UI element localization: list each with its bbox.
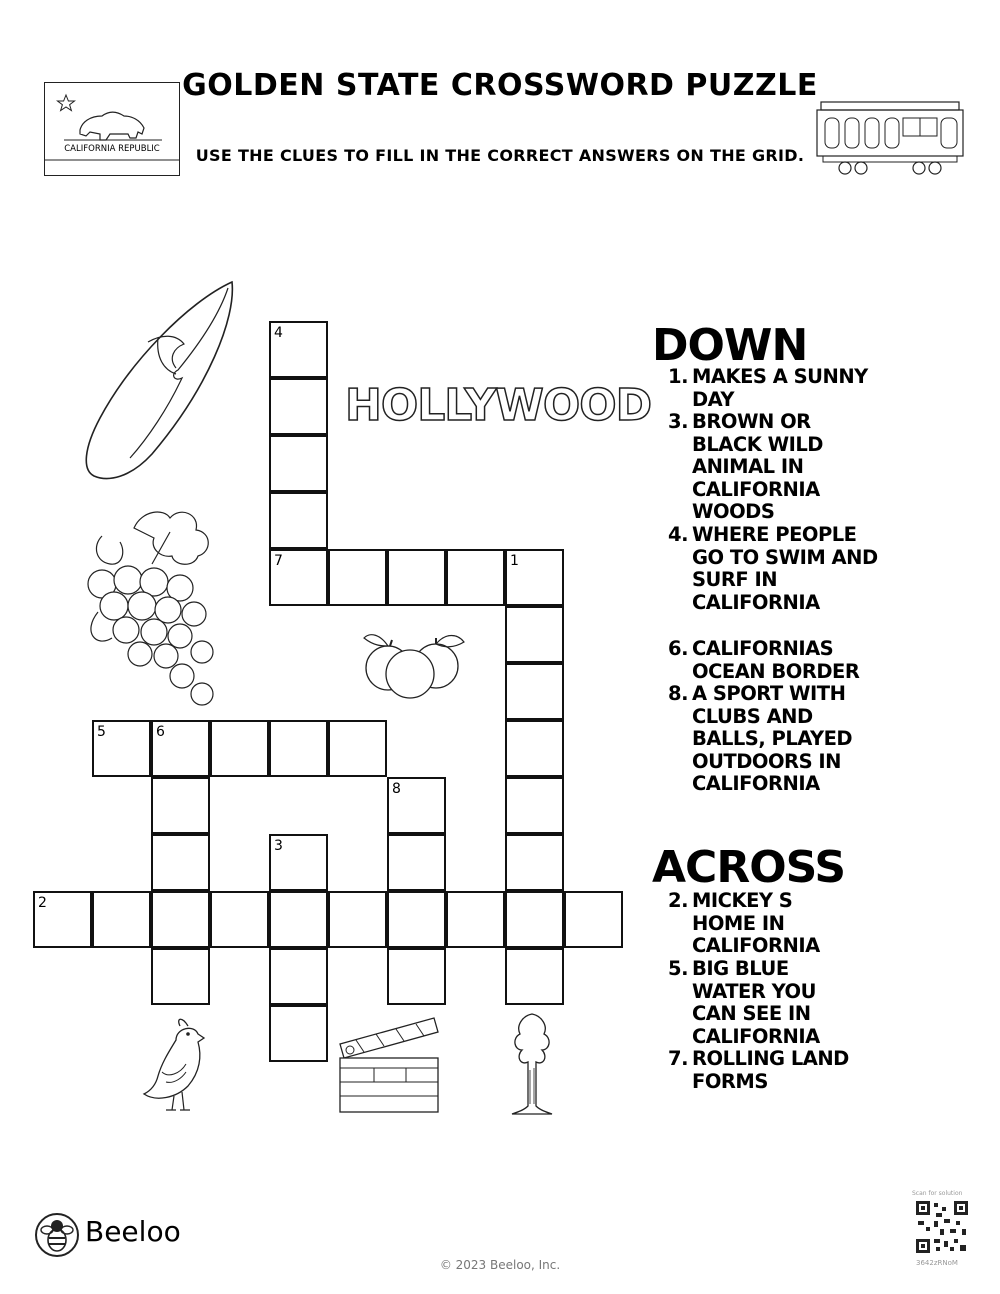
- cell-number: 1: [510, 553, 519, 569]
- grid-cell[interactable]: [446, 549, 505, 606]
- cell-number: 6: [156, 724, 165, 740]
- grid-cell[interactable]: [210, 720, 269, 777]
- grid-cell[interactable]: [269, 1005, 328, 1062]
- cell-number: 4: [274, 325, 283, 341]
- grid-cell[interactable]: [564, 891, 623, 948]
- grid-cell[interactable]: [269, 720, 328, 777]
- down-clue-3: [660, 411, 990, 524]
- clue-number: 2.: [668, 889, 688, 912]
- grid-cell[interactable]: [505, 720, 564, 777]
- across-clue-5: [660, 958, 990, 1048]
- grid-cell[interactable]: [387, 777, 446, 834]
- cell-number: 7: [274, 553, 283, 569]
- clue-number: 4.: [668, 523, 688, 546]
- grid-cell[interactable]: [328, 720, 387, 777]
- page-subtitle: USE THE CLUES TO FILL IN THE CORRECT ANSWERS ON THE GRID.: [195, 146, 805, 165]
- clue-text: BIG BLUE WATER YOU CAN SEE IN CALIFORNIA: [692, 957, 820, 1048]
- grid-cell[interactable]: [505, 834, 564, 891]
- qr-code-icon[interactable]: [916, 1201, 968, 1253]
- redwood-tree-icon: [506, 1010, 558, 1118]
- grid-cell[interactable]: [269, 492, 328, 549]
- clapperboard-icon: [336, 1014, 442, 1116]
- quail-icon: [136, 1012, 220, 1116]
- grid-cell[interactable]: [269, 948, 328, 1005]
- clue-number: 6.: [668, 637, 688, 660]
- hollywood-sign: HOLLYWOOD: [345, 380, 652, 431]
- grid-cell[interactable]: [387, 834, 446, 891]
- puzzle-code: 3642zRNoM: [916, 1259, 958, 1267]
- grapes-icon: [62, 502, 226, 712]
- down-clue-1: [660, 366, 990, 411]
- grid-cell[interactable]: [269, 321, 328, 378]
- grid-cell[interactable]: [328, 891, 387, 948]
- clue-text: ROLLING LAND FORMS: [692, 1047, 849, 1093]
- clue-number: 8.: [668, 682, 688, 705]
- grid-cell[interactable]: [269, 435, 328, 492]
- clue-number: 5.: [668, 957, 688, 980]
- clue-number: 7.: [668, 1047, 688, 1070]
- grid-cell[interactable]: [151, 891, 210, 948]
- cable-car-icon: [815, 98, 965, 176]
- grid-cell[interactable]: [446, 891, 505, 948]
- cell-number: 2: [38, 895, 47, 911]
- down-heading: DOWN: [652, 320, 808, 371]
- grid-cell[interactable]: [328, 549, 387, 606]
- grid-cell[interactable]: [505, 891, 564, 948]
- clue-text: MAKES A SUNNY DAY: [692, 365, 868, 411]
- grid-cell[interactable]: [92, 891, 151, 948]
- scan-label: Scan for solution: [912, 1190, 963, 1197]
- across-clue-7: [660, 1048, 990, 1093]
- grid-cell[interactable]: [210, 891, 269, 948]
- across-clue-2: [660, 890, 990, 958]
- grid-cell[interactable]: [269, 891, 328, 948]
- clue-text: A SPORT WITH CLUBS AND BALLS, PLAYED OUTDOORS IN CALIFORNIA: [692, 682, 853, 796]
- grid-cell[interactable]: [269, 549, 328, 606]
- copyright: © 2023 Beeloo, Inc.: [439, 1258, 561, 1272]
- grid-cell[interactable]: [151, 720, 210, 777]
- clue-text: WHERE PEOPLE GO TO SWIM AND SURF IN CALIFORNIA: [692, 523, 878, 614]
- cell-number: 3: [274, 838, 283, 854]
- grid-cell[interactable]: [505, 663, 564, 720]
- clue-text: CALIFORNIAS OCEAN BORDER: [692, 637, 860, 683]
- california-flag-icon: [44, 82, 180, 176]
- grid-cell[interactable]: [269, 834, 328, 891]
- grid-cell[interactable]: [505, 606, 564, 663]
- grid-cell[interactable]: [387, 891, 446, 948]
- oranges-icon: [360, 626, 468, 700]
- clue-text: MICKEY S HOME IN CALIFORNIA: [692, 889, 820, 958]
- down-clue-4: [660, 524, 990, 614]
- cell-number: 8: [392, 781, 401, 797]
- clue-number: 1.: [668, 365, 688, 388]
- down-clue-8: [660, 683, 990, 796]
- grid-cell[interactable]: [505, 549, 564, 606]
- flag-text: CALIFORNIA REPUBLIC: [64, 144, 160, 154]
- page-title: GOLDEN STATE CROSSWORD PUZZLE: [182, 68, 818, 103]
- clue-text: BROWN OR BLACK WILD ANIMAL IN CALIFORNIA WOODS: [692, 410, 823, 524]
- grid-cell[interactable]: [92, 720, 151, 777]
- grid-cell[interactable]: [151, 834, 210, 891]
- grid-cell[interactable]: [505, 777, 564, 834]
- brand-name: Beeloo: [85, 1215, 181, 1248]
- grid-cell[interactable]: [387, 549, 446, 606]
- grid-cell[interactable]: [505, 948, 564, 1005]
- grid-cell[interactable]: [269, 378, 328, 435]
- grid-cell[interactable]: [151, 948, 210, 1005]
- grid-cell[interactable]: [387, 948, 446, 1005]
- bee-logo-icon: [34, 1212, 80, 1258]
- across-heading: ACROSS: [652, 842, 846, 893]
- surfboard-icon: [78, 278, 240, 484]
- grid-cell[interactable]: [151, 777, 210, 834]
- cell-number: 5: [97, 724, 106, 740]
- down-clue-6: [660, 638, 990, 683]
- clue-number: 3.: [668, 410, 688, 433]
- grid-cell[interactable]: [33, 891, 92, 948]
